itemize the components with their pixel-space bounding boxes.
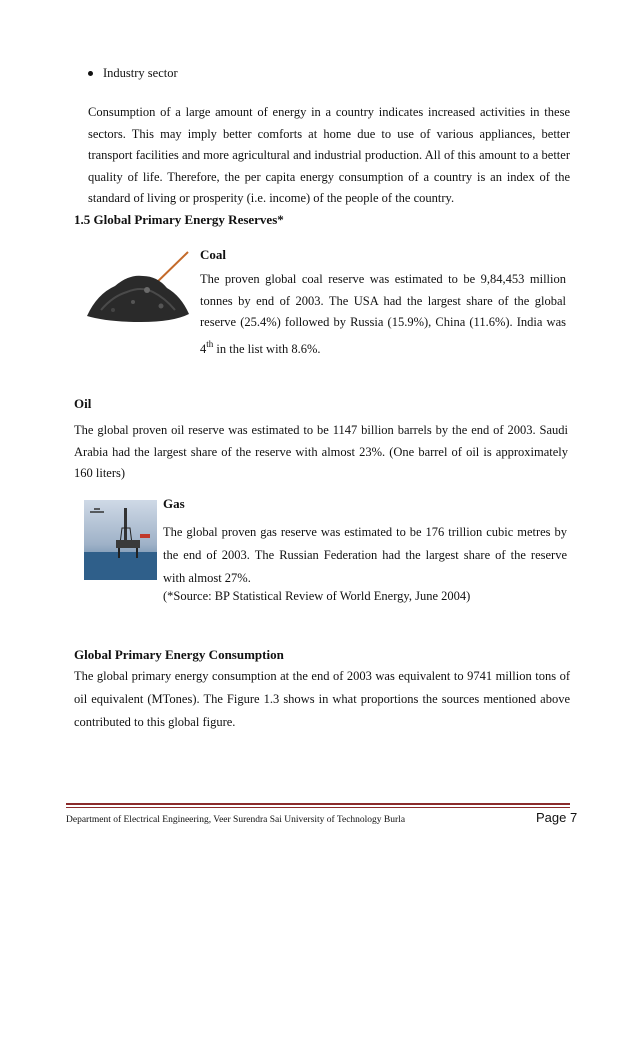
bullet-dot-icon xyxy=(88,71,93,76)
gas-title: Gas xyxy=(163,496,185,511)
footer-rule-thick xyxy=(66,803,570,805)
page-number: Page 7 xyxy=(536,810,578,825)
oil-paragraph: The global proven oil reserve was estimated to be 1147 billion barrels by the end of 2003. Saudi Arabia had the largest share of the reserve with almost 23%. (One barrel of oil is approximately 160 liters) xyxy=(74,423,568,480)
consumption-paragraph: The global primary energy consumption at the end of 2003 was equivalent to 9741 million tons of oil equivalent (MTones). The Figure 1.3 shows in what proportions the sources mentioned above contributed to this global figure. xyxy=(74,669,570,729)
section-heading: 1.5 Global Primary Energy Reserves* xyxy=(74,212,284,227)
bullet-text: Industry sector xyxy=(103,66,178,80)
coal-title: Coal xyxy=(200,247,226,262)
coal-superscript: th xyxy=(206,338,214,349)
coal-text-main: The proven global coal reserve was estimated to be 9,84,453 million tonnes by end of 2003. The USA had the largest share of the global reserve (25.4%) followed by Russia (15.9%), China (11.6%). India was 4 xyxy=(200,272,566,356)
intro-paragraph: Consumption of a large amount of energy in a country indicates increased activities in these sectors. This may imply better comforts at home due to use of various appliances, better transport facilities and more agricultural and industrial production. All of this amount to a better quality of life. Therefore, the per capita energy consumption of a country is an index of the standard of living or prosperity (i.e. income) of the people of the country. xyxy=(88,105,570,205)
coal-text-tail: in the list with 8.6%. xyxy=(213,341,321,356)
offshore-rig-image xyxy=(84,500,157,580)
coal-pile-image xyxy=(83,250,193,324)
source-note: (*Source: BP Statistical Review of World Energy, June 2004) xyxy=(163,589,471,603)
consumption-title: Global Primary Energy Consumption xyxy=(74,647,284,662)
bullet-item xyxy=(88,66,178,81)
footer-rule-thin xyxy=(66,807,570,808)
gas-paragraph: The global proven gas reserve was estimated to be 176 trillion cubic metres by the end of 2003. The Russian Federation had the largest share of the reserve with almost 27%. xyxy=(163,525,567,585)
coal-paragraph xyxy=(200,269,566,360)
oil-title: Oil xyxy=(74,396,92,411)
footer-department: Department of Electrical Engineering, Veer Surendra Sai University of Technology Burla xyxy=(66,815,406,825)
